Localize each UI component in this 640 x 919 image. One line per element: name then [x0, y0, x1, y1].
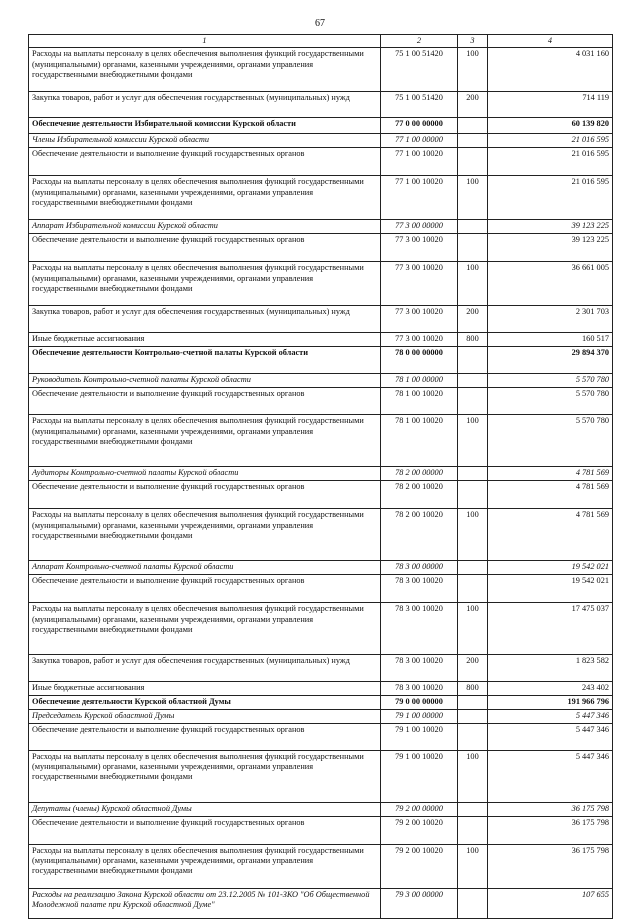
cell-amount: 5 447 346 — [488, 723, 613, 750]
table-row — [29, 723, 613, 750]
table-row — [29, 655, 613, 682]
cell-amount: 5 570 780 — [488, 415, 613, 467]
cell-expense-type — [458, 220, 488, 234]
cell-code: 79 0 00 00000 — [381, 696, 458, 709]
cell-name: Аппарат Избирательной комиссии Курской области — [29, 220, 381, 234]
cell-code: 77 1 00 10020 — [381, 148, 458, 176]
cell-name: Обеспечение деятельности Контрольно-счетной палаты Курской области — [29, 347, 381, 374]
cell-name: Обеспечение деятельности и выполнение функций государственных органов — [29, 816, 381, 844]
cell-expense-type — [458, 347, 488, 374]
cell-amount: 4 781 569 — [488, 467, 613, 481]
table-row — [29, 603, 613, 655]
cell-code: 78 0 00 00000 — [381, 347, 458, 374]
cell-expense-type — [458, 709, 488, 723]
cell-code: 79 1 00 10020 — [381, 750, 458, 802]
cell-expense-type: 100 — [458, 262, 488, 306]
table-row — [29, 750, 613, 802]
cell-name: Закупка товаров, работ и услуг для обеспечения государственных (муниципальных) нужд — [29, 92, 381, 118]
cell-amount: 160 517 — [488, 333, 613, 347]
cell-expense-type: 100 — [458, 415, 488, 467]
cell-code: 77 1 00 00000 — [381, 134, 458, 148]
table-row — [29, 220, 613, 234]
cell-expense-type — [458, 467, 488, 481]
table-row — [29, 696, 613, 709]
table-row — [29, 509, 613, 561]
table-row — [29, 118, 613, 134]
cell-amount: 21 016 595 — [488, 134, 613, 148]
cell-expense-type: 100 — [458, 48, 488, 92]
cell-name: Руководитель Контрольно-счетной палаты Курской области — [29, 374, 381, 388]
table-row — [29, 92, 613, 118]
cell-amount: 2 301 703 — [488, 306, 613, 333]
cell-name: Иные бюджетные ассигнования — [29, 333, 381, 347]
cell-name: Аппарат Контрольно-счетной палаты Курской области — [29, 561, 381, 575]
cell-name: Обеспечение деятельности и выполнение функций государственных органов — [29, 481, 381, 509]
cell-amount: 21 016 595 — [488, 148, 613, 176]
cell-amount: 191 966 796 — [488, 696, 613, 709]
cell-expense-type — [458, 561, 488, 575]
cell-expense-type — [458, 481, 488, 509]
table-row — [29, 467, 613, 481]
cell-expense-type: 200 — [458, 655, 488, 682]
cell-expense-type: 100 — [458, 844, 488, 888]
cell-amount: 1 823 582 — [488, 655, 613, 682]
table-row — [29, 709, 613, 723]
cell-amount: 36 661 005 — [488, 262, 613, 306]
cell-code: 77 3 00 10020 — [381, 333, 458, 347]
table-row — [29, 148, 613, 176]
cell-expense-type — [458, 696, 488, 709]
table-row — [29, 481, 613, 509]
cell-code: 75 1 00 51420 — [381, 92, 458, 118]
table-row — [29, 134, 613, 148]
cell-amount: 39 123 225 — [488, 234, 613, 262]
cell-expense-type: 200 — [458, 306, 488, 333]
table-row — [29, 262, 613, 306]
column-header: 3 — [458, 35, 488, 48]
cell-amount: 36 175 798 — [488, 802, 613, 816]
table-row — [29, 415, 613, 467]
table-row — [29, 48, 613, 92]
cell-amount: 4 781 569 — [488, 509, 613, 561]
cell-code: 78 3 00 10020 — [381, 603, 458, 655]
cell-code: 78 2 00 00000 — [381, 467, 458, 481]
cell-amount: 243 402 — [488, 682, 613, 696]
cell-name: Председатель Курской областной Думы — [29, 709, 381, 723]
cell-code: 78 1 00 00000 — [381, 374, 458, 388]
column-header: 1 — [29, 35, 381, 48]
cell-name: Расходы на выплаты персоналу в целях обеспечения выполнения функций государственными (муниципальными) органами, казенными учреждениями, органами управления государственными внебюджетными фондами — [29, 415, 381, 467]
table-row — [29, 333, 613, 347]
cell-code: 77 3 00 00000 — [381, 220, 458, 234]
cell-code: 79 2 00 10020 — [381, 844, 458, 888]
cell-name: Обеспечение деятельности и выполнение функций государственных органов — [29, 388, 381, 415]
table-row — [29, 888, 613, 918]
cell-code: 77 3 00 10020 — [381, 262, 458, 306]
cell-amount: 19 542 021 — [488, 575, 613, 603]
table-row — [29, 347, 613, 374]
cell-code: 78 1 00 10020 — [381, 388, 458, 415]
cell-code: 77 1 00 10020 — [381, 176, 458, 220]
cell-expense-type: 200 — [458, 92, 488, 118]
cell-code: 78 3 00 10020 — [381, 682, 458, 696]
cell-expense-type — [458, 148, 488, 176]
cell-expense-type: 100 — [458, 509, 488, 561]
table-row — [29, 816, 613, 844]
table-row — [29, 234, 613, 262]
cell-amount: 5 570 780 — [488, 374, 613, 388]
cell-code: 78 3 00 10020 — [381, 575, 458, 603]
cell-amount: 4 781 569 — [488, 481, 613, 509]
cell-expense-type — [458, 388, 488, 415]
cell-name: Обеспечение деятельности и выполнение функций государственных органов — [29, 575, 381, 603]
cell-name: Закупка товаров, работ и услуг для обеспечения государственных (муниципальных) нужд — [29, 306, 381, 333]
cell-code: 79 1 00 10020 — [381, 723, 458, 750]
cell-expense-type — [458, 723, 488, 750]
cell-expense-type — [458, 374, 488, 388]
cell-name: Расходы на выплаты персоналу в целях обеспечения выполнения функций государственными (муниципальными) органами, казенными учреждениями, органами управления государственными внебюджетными фондами — [29, 48, 381, 92]
cell-expense-type: 800 — [458, 682, 488, 696]
cell-expense-type — [458, 888, 488, 918]
cell-code: 78 1 00 10020 — [381, 415, 458, 467]
table-row — [29, 802, 613, 816]
cell-name: Обеспечение деятельности и выполнение функций государственных органов — [29, 723, 381, 750]
cell-code: 77 0 00 00000 — [381, 118, 458, 134]
cell-code: 78 3 00 00000 — [381, 561, 458, 575]
cell-name: Расходы на выплаты персоналу в целях обеспечения выполнения функций государственными (муниципальными) органами, казенными учреждениями, органами управления государственными внебюджетными фондами — [29, 603, 381, 655]
cell-amount: 29 894 370 — [488, 347, 613, 374]
cell-name: Расходы на выплаты персоналу в целях обеспечения выполнения функций государственными (муниципальными) органами, казенными учреждениями, органами управления государственными внебюджетными фондами — [29, 262, 381, 306]
table-row — [29, 374, 613, 388]
cell-code: 79 2 00 10020 — [381, 816, 458, 844]
cell-expense-type — [458, 118, 488, 134]
table-row — [29, 575, 613, 603]
cell-code: 78 2 00 10020 — [381, 481, 458, 509]
table-header-row — [29, 35, 613, 48]
cell-code: 78 3 00 10020 — [381, 655, 458, 682]
cell-name: Депутаты (члены) Курской областной Думы — [29, 802, 381, 816]
cell-name: Расходы на реализацию Закона Курской области от 23.12.2005 № 101-ЗКО "Об Общественной Молодежной палате при Курской областной Думе" — [29, 888, 381, 918]
page-number: 67 — [315, 18, 325, 29]
cell-name: Обеспечение деятельности Избирательной комиссии Курской области — [29, 118, 381, 134]
cell-name: Расходы на выплаты персоналу в целях обеспечения выполнения функций государственными (муниципальными) органами, казенными учреждениями, органами управления государственными внебюджетными фондами — [29, 844, 381, 888]
column-header: 4 — [488, 35, 613, 48]
cell-amount: 60 139 820 — [488, 118, 613, 134]
table-row — [29, 844, 613, 888]
cell-expense-type — [458, 575, 488, 603]
cell-name: Расходы на выплаты персоналу в целях обеспечения выполнения функций государственными (муниципальными) органами, казенными учреждениями, органами управления государственными внебюджетными фондами — [29, 176, 381, 220]
cell-amount: 107 655 — [488, 888, 613, 918]
cell-code: 78 2 00 10020 — [381, 509, 458, 561]
cell-amount: 39 123 225 — [488, 220, 613, 234]
table-row — [29, 306, 613, 333]
cell-code: 79 3 00 00000 — [381, 888, 458, 918]
cell-name: Иные бюджетные ассигнования — [29, 682, 381, 696]
cell-code: 75 1 00 51420 — [381, 48, 458, 92]
cell-amount: 5 447 346 — [488, 750, 613, 802]
table-row — [29, 176, 613, 220]
budget-table — [28, 34, 613, 919]
cell-expense-type — [458, 802, 488, 816]
table-row — [29, 682, 613, 696]
cell-amount: 5 570 780 — [488, 388, 613, 415]
cell-amount: 36 175 798 — [488, 816, 613, 844]
cell-name: Обеспечение деятельности Курской областной Думы — [29, 696, 381, 709]
cell-amount: 4 031 160 — [488, 48, 613, 92]
cell-amount: 5 447 346 — [488, 709, 613, 723]
cell-name: Расходы на выплаты персоналу в целях обеспечения выполнения функций государственными (муниципальными) органами, казенными учреждениями, органами управления государственными внебюджетными фондами — [29, 750, 381, 802]
table-row — [29, 561, 613, 575]
cell-name: Аудиторы Контрольно-счетной палаты Курской области — [29, 467, 381, 481]
cell-amount: 17 475 037 — [488, 603, 613, 655]
cell-expense-type: 100 — [458, 176, 488, 220]
cell-name: Обеспечение деятельности и выполнение функций государственных органов — [29, 148, 381, 176]
cell-code: 77 3 00 10020 — [381, 234, 458, 262]
cell-name: Обеспечение деятельности и выполнение функций государственных органов — [29, 234, 381, 262]
cell-expense-type — [458, 816, 488, 844]
cell-name: Закупка товаров, работ и услуг для обеспечения государственных (муниципальных) нужд — [29, 655, 381, 682]
cell-expense-type — [458, 234, 488, 262]
column-header: 2 — [381, 35, 458, 48]
table-row — [29, 388, 613, 415]
cell-amount: 714 119 — [488, 92, 613, 118]
cell-expense-type — [458, 134, 488, 148]
cell-code: 77 3 00 10020 — [381, 306, 458, 333]
cell-code: 79 1 00 00000 — [381, 709, 458, 723]
cell-name: Расходы на выплаты персоналу в целях обеспечения выполнения функций государственными (муниципальными) органами, казенными учреждениями, органами управления государственными внебюджетными фондами — [29, 509, 381, 561]
cell-amount: 19 542 021 — [488, 561, 613, 575]
cell-amount: 36 175 798 — [488, 844, 613, 888]
cell-expense-type: 100 — [458, 750, 488, 802]
cell-code: 79 2 00 00000 — [381, 802, 458, 816]
cell-name: Члены Избирательной комиссии Курской области — [29, 134, 381, 148]
cell-amount: 21 016 595 — [488, 176, 613, 220]
cell-expense-type: 800 — [458, 333, 488, 347]
cell-expense-type: 100 — [458, 603, 488, 655]
